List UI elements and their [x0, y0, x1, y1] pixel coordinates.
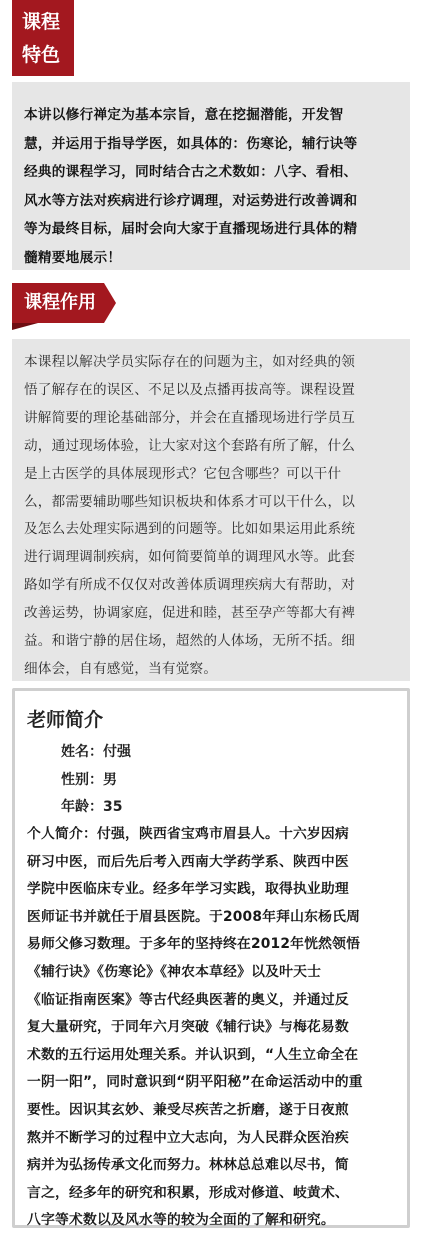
course-features-tag-line1: 课程: [22, 11, 61, 33]
teacher-bio-line: 学院中医临床专业。经多年学习实践，取得执业助理: [27, 881, 349, 898]
course-features-line: 髓精要地展示！: [24, 249, 122, 266]
teacher-bio-line: 一阴一阳”，同时意识到“阴平阳秘”在命运活动中的重: [27, 1074, 363, 1091]
course-purpose-line: 是上古医学的具体展现形式？它包含哪些？可以干什: [24, 465, 342, 482]
course-features-line: 等为最终目标，届时会向大家于直播现场进行具体的精: [24, 221, 358, 237]
teacher-bio-line: 个人简介：付强，陕西省宝鸡市眉县人。十六岁因病: [27, 826, 349, 842]
course-features-tag: [12, 0, 74, 76]
course-features-tag-line2: 特色: [22, 44, 61, 66]
teacher-bio-line: 言之，经多年的研究和积累，形成对修道、岐黄术、: [27, 1184, 349, 1201]
course-purpose-line: 改善运势，协调家庭，促进和睦，甚至孕产等都大有裨: [24, 605, 356, 622]
course-features-line: 慧，并运用于指导学医，如具体的：伤寒论，辅行诀等: [24, 135, 358, 152]
course-purpose-tag-label: 课程作用: [12, 283, 104, 323]
teacher-bio-line: 术数的五行运用处理关系。并认识到，“人生立命全在: [27, 1046, 359, 1063]
course-purpose-line: 益。和谐宁静的居住场，超然的人体场，无所不括。细: [24, 633, 356, 650]
teacher-bio: [27, 821, 393, 1235]
teacher-bio-line: 熬并不断学习的过程中立大志向，为人民群众医治疾: [27, 1129, 349, 1146]
course-purpose-line: 本课程以解决学员实际存在的问题为主，如对经典的领: [24, 354, 356, 370]
course-features-line: 风水等方法对疾病进行诊疗调理，对运势进行改善调和: [24, 192, 358, 209]
course-purpose-line: 讲解简要的理论基础部分，并会在直播现场进行学员互: [24, 409, 356, 426]
teacher-gender: 性别：男: [61, 772, 117, 788]
teacher-profile-title: 老师简介: [27, 709, 104, 731]
tag-fold-shadow: [12, 323, 38, 330]
course-purpose-panel: [12, 339, 410, 681]
teacher-bio-line: 医师证书并就任于眉县医院。于2008年拜山东杨氏周: [27, 908, 361, 925]
teacher-bio-line: 病并为弘扬传承文化而努力。林林总总难以尽书，简: [27, 1157, 349, 1174]
teacher-bio-line: 复大量研究，于同年六月突破《辅行诀》与梅花易数: [27, 1019, 349, 1036]
teacher-name: 姓名：付强: [61, 744, 131, 760]
course-features-panel: [12, 82, 410, 270]
teacher-bio-line: 研习中医，而后先后考入西南大学药学系、陕西中医: [27, 853, 349, 870]
course-purpose-line: 及怎么去处理实际遇到的问题等。比如如果运用此系统: [24, 521, 356, 538]
course-purpose-line: 悟了解存在的误区、不足以及点播再拔高等。课程设置: [24, 381, 356, 398]
course-purpose-line: 么，都需要辅助哪些知识板块和体系才可以干什么，以: [24, 493, 356, 510]
teacher-bio-line: 要性。因识其玄妙、兼受尽疾苦之折磨，遂于日夜煎: [27, 1101, 349, 1118]
course-purpose-line: 路如学有所成不仅仅对改善体质调理疾病大有帮助，对: [24, 577, 356, 594]
teacher-bio-line: 易师父修习数理。于多年的坚持终在2012年恍然领悟: [27, 936, 361, 953]
course-features-line: 经典的课程学习，同时结合古之术数如：八字、看相、: [24, 164, 358, 180]
course-features-line: 本讲以修行禅定为基本宗旨，意在挖掘潜能，开发智: [24, 107, 344, 123]
teacher-age: 年龄：35: [61, 799, 123, 815]
teacher-profile-card: [12, 688, 410, 1228]
course-purpose-line: 细体会，自有感觉，当有觉察。: [24, 660, 218, 677]
teacher-bio-line: 《临证指南医案》等古代经典医著的奥义，并通过反: [27, 991, 349, 1008]
course-purpose-line: 进行调理调制疾病，如何简要简单的调理风水等。此套: [24, 549, 356, 566]
teacher-bio-line: 《辅行诀》《伤寒论》《神农本草经》以及叶天士: [27, 963, 322, 980]
course-purpose-tag: [12, 283, 116, 323]
course-purpose-line: 动，通过现场体验，让大家对这个套路有所了解，什么: [24, 437, 356, 454]
teacher-bio-line: 八字等术数以及风水等的较为全面的了解和研究。: [27, 1212, 335, 1229]
tag-arrow-shape: [104, 283, 116, 323]
